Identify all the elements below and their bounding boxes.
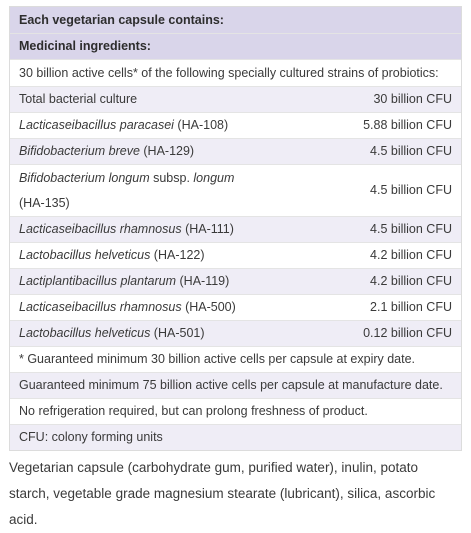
strain-value: 5.88 billion CFU — [363, 118, 452, 132]
strain-species: Bifidobacterium breve — [19, 144, 140, 158]
table-row — [10, 216, 461, 242]
strain-name — [19, 248, 370, 263]
non-medicinal-ingredients: Vegetarian capsule (carbohydrate gum, purified water), inulin, potato starch, vegetable grade magnesium stearate (lubricant), silica, ascorbic acid. — [9, 460, 436, 527]
strain-code: (HA-108) — [173, 118, 229, 132]
strain-name — [19, 144, 370, 159]
table-row — [10, 86, 461, 112]
strain-species: Lacticaseibacillus rhamnosus — [19, 222, 182, 236]
strain-code: (HA-111) — [181, 222, 234, 236]
cfu-text: CFU: colony forming units — [19, 430, 163, 444]
strain-species: Lacticaseibacillus rhamnosus — [19, 300, 182, 314]
ingredients-table — [9, 6, 462, 451]
strain-name — [19, 118, 363, 133]
strain-species: Lactobacillus helveticus — [19, 248, 151, 262]
table-row — [10, 138, 461, 164]
intro-text: 30 billion active cells* of the following specially cultured strains of probiotics: — [19, 65, 439, 80]
table-row — [10, 112, 461, 138]
strain-value: 4.5 billion CFU — [370, 222, 452, 236]
strain-value: 0.12 billion CFU — [363, 326, 452, 340]
table-row — [10, 242, 461, 268]
medicinal-heading: Medicinal ingredients: — [19, 39, 151, 53]
table-row — [10, 164, 461, 216]
table-header-capsule — [10, 7, 461, 33]
strain-code: (HA-119) — [176, 274, 230, 288]
strain-species: Lacticaseibacillus paracasei — [19, 118, 174, 132]
strain-value: 2.1 billion CFU — [370, 300, 452, 314]
strain-code: (HA-129) — [139, 144, 195, 158]
refrigeration-text: No refrigeration required, but can prolong freshness of product. — [19, 404, 368, 418]
intro-row — [10, 59, 461, 86]
strain-name — [19, 300, 370, 315]
manufacture-text: Guaranteed minimum 75 billion active cells per capsule at manufacture date. — [19, 378, 443, 392]
strain-code: (HA-122) — [150, 248, 205, 262]
strain-code: (HA-500) — [181, 300, 236, 314]
strain-value: 4.2 billion CFU — [370, 248, 452, 262]
strain-name — [19, 222, 370, 237]
cfu-row — [10, 424, 461, 450]
capsule-heading: Each vegetarian capsule contains: — [19, 12, 224, 27]
total-name: Total bacterial culture — [19, 92, 138, 106]
footnote-text: * Guaranteed minimum 30 billion active cells per capsule at expiry date. — [19, 352, 416, 366]
strain-subspecies-label: subsp. — [149, 170, 194, 185]
table-row — [10, 294, 461, 320]
strain-name — [19, 274, 370, 289]
table-row — [10, 268, 461, 294]
strain-value: 4.2 billion CFU — [370, 274, 452, 288]
strain-name — [19, 166, 370, 216]
refrigeration-row — [10, 398, 461, 424]
table-row — [10, 320, 461, 346]
strain-species: Bifidobacterium longum — [19, 170, 150, 185]
strain-species: Lactobacillus helveticus — [19, 326, 151, 340]
strain-species: Lactiplantibacillus plantarum — [19, 274, 177, 288]
total-value: 30 billion CFU — [373, 92, 452, 106]
strain-value: 4.5 billion CFU — [370, 144, 452, 158]
strain-code: (HA-501) — [150, 326, 205, 340]
strain-subspecies: longum — [193, 170, 235, 185]
table-header-medicinal — [10, 33, 461, 59]
strain-code: (HA-135) — [19, 195, 70, 210]
footnote-row — [10, 346, 461, 372]
manufacture-row — [10, 372, 461, 398]
strain-value: 4.5 billion CFU — [370, 183, 452, 197]
strain-name — [19, 326, 363, 341]
